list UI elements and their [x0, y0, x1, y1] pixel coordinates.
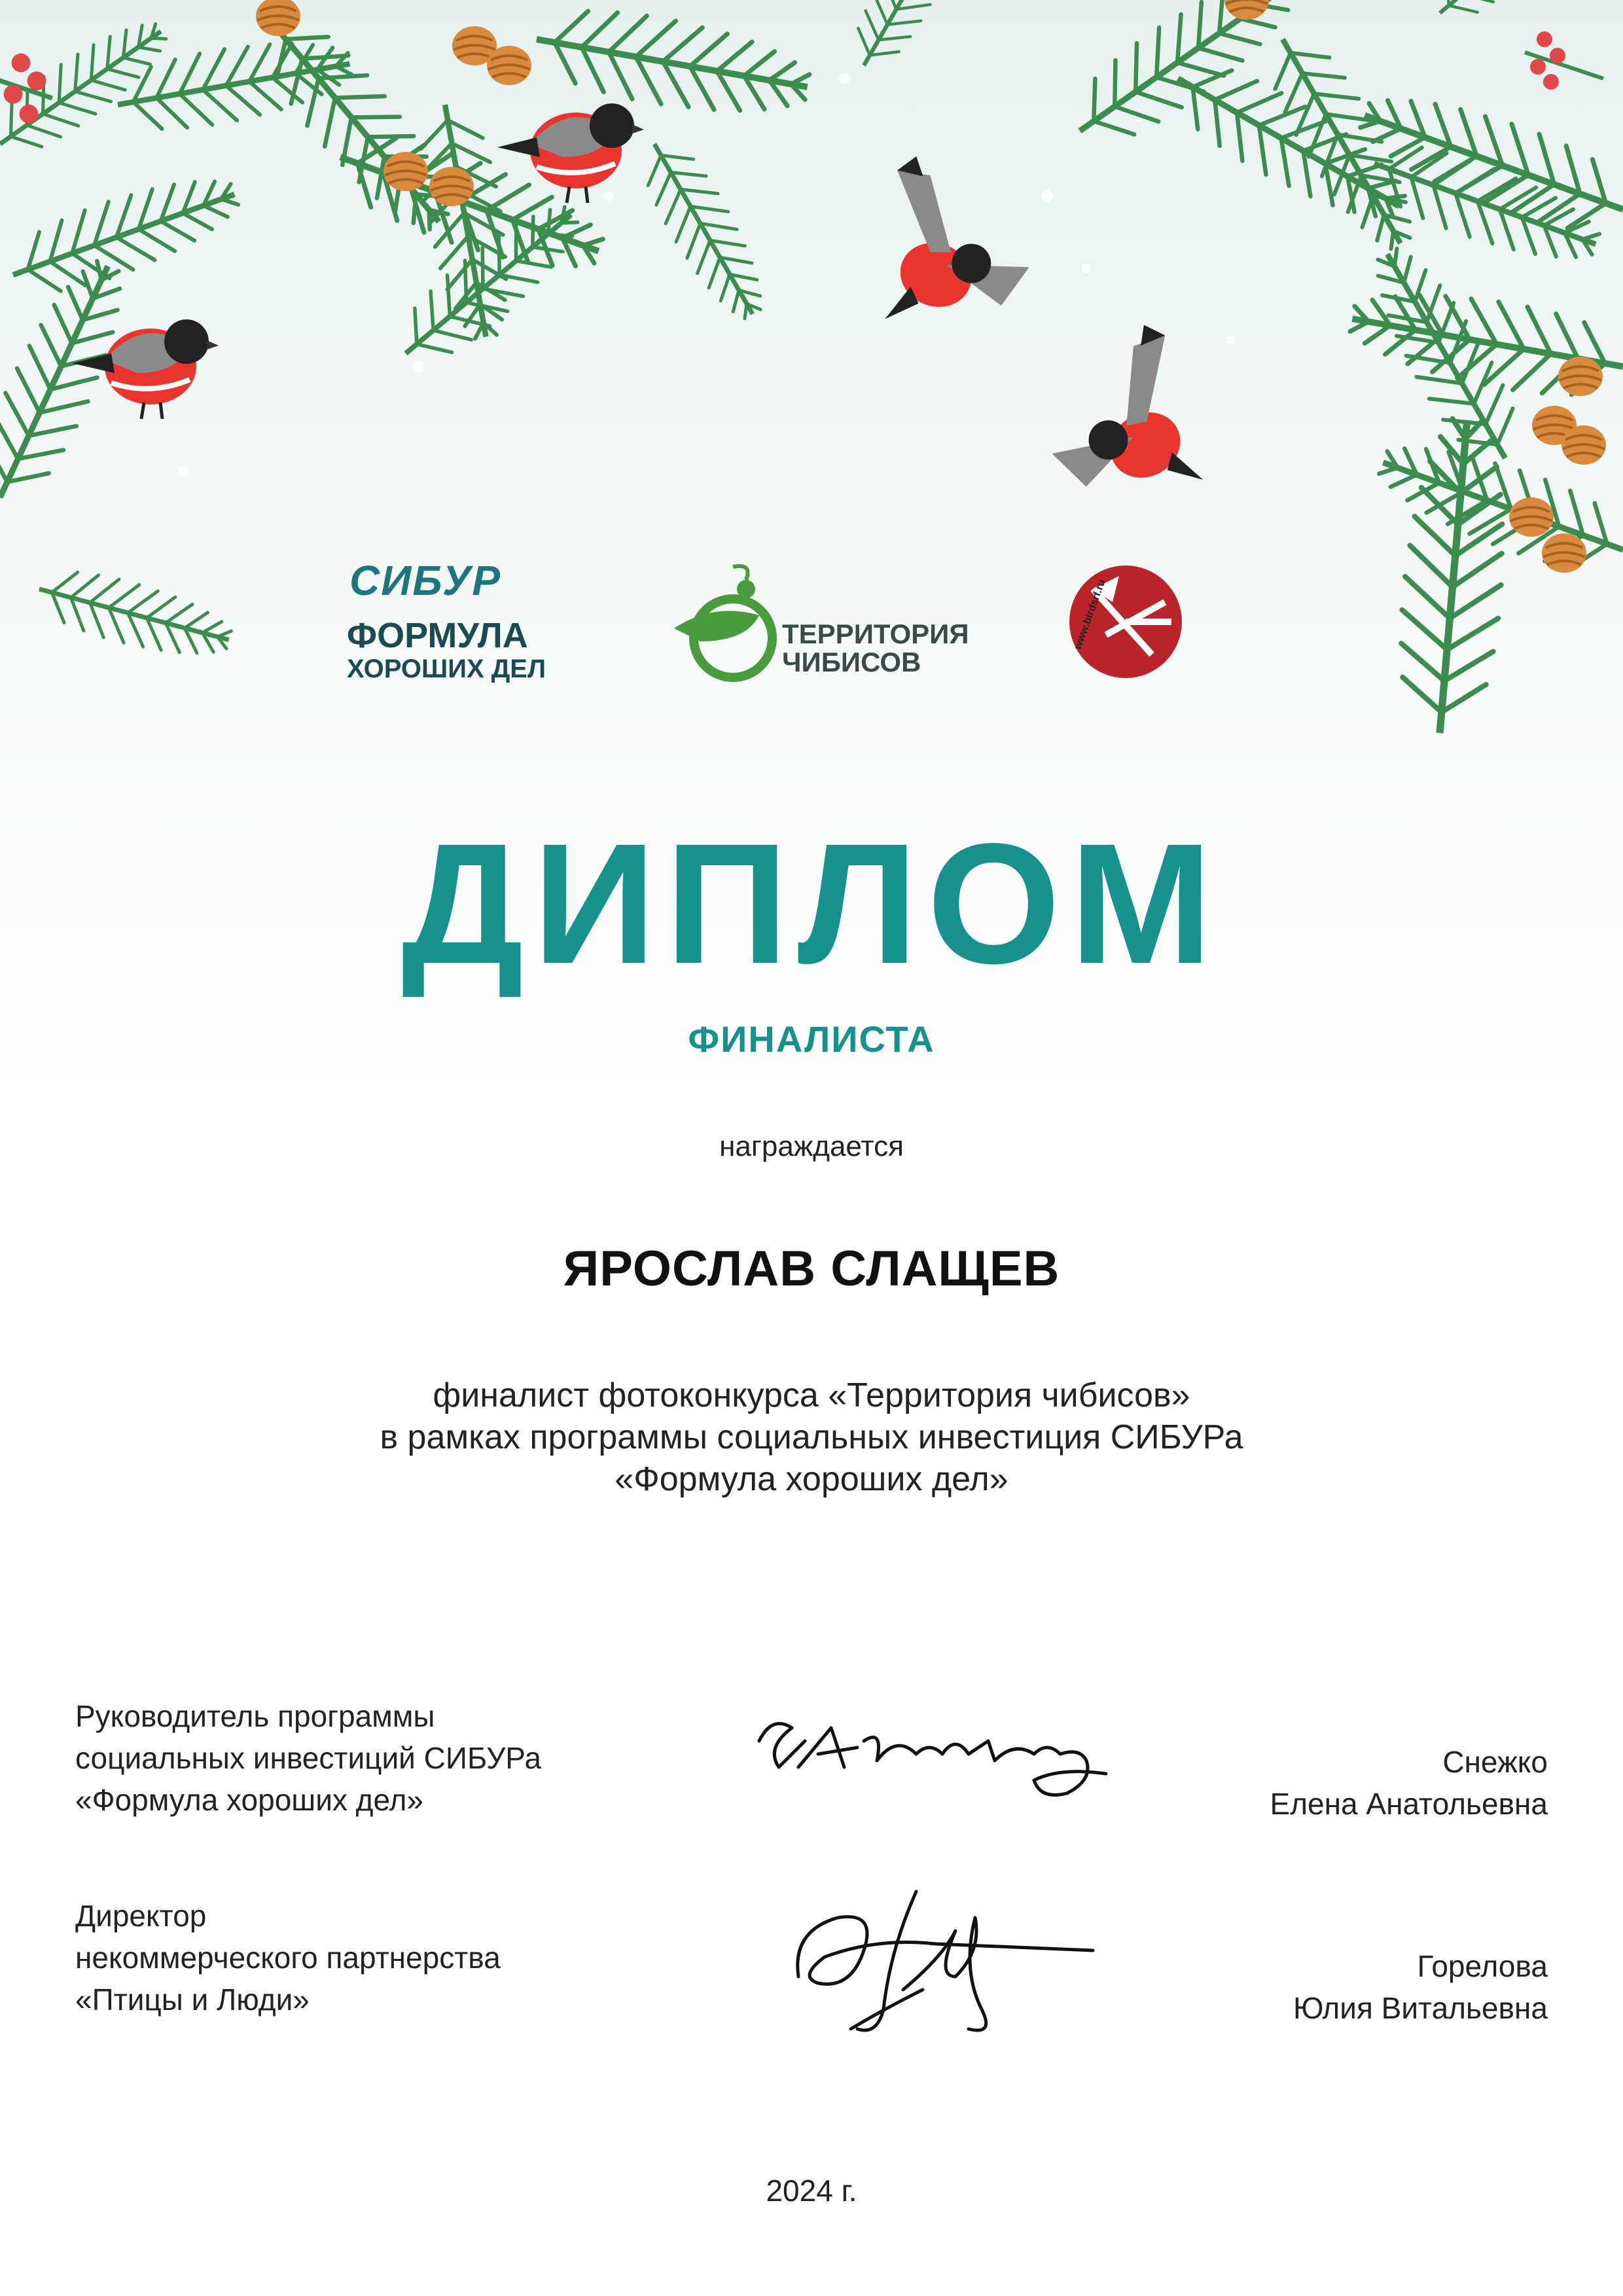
sibur-logo — [347, 556, 569, 694]
signatory-1-position — [75, 1695, 541, 1821]
sibur-brand: СИБУР — [349, 557, 501, 604]
lapwing-logo-line1: ТЕРРИТОРИЯ — [782, 619, 969, 649]
name-line: Елена Анатольевна — [1270, 1787, 1548, 1821]
sibur-program-line1: ФОРМУЛА — [347, 616, 528, 655]
signatory-2-name — [1293, 1945, 1548, 2029]
sibur-program-line2: ХОРОШИХ ДЕЛ — [347, 655, 546, 683]
lapwing-logo-line2: ЧИБИСОВ — [782, 647, 921, 677]
birds-and-people-logo — [1067, 563, 1185, 681]
position-line: «Птицы и Люди» — [75, 1982, 310, 2017]
name-line: Снежко — [1442, 1745, 1548, 1779]
position-line: Директор — [75, 1899, 207, 1933]
signature-1 — [753, 1702, 1145, 1820]
diploma-title: ДИПЛОМ — [401, 808, 1222, 999]
name-line: Юлия Витальевна — [1293, 1991, 1548, 2025]
recipient-name: ЯРОСЛАВ СЛАЩЕВ — [563, 1241, 1060, 1297]
lapwing-territory-logo — [661, 556, 988, 694]
award-description — [0, 1374, 1623, 1500]
awarded-label: награждается — [719, 1130, 904, 1162]
birds-logo-url: www.birdsrf.ru — [1072, 578, 1108, 651]
diploma-subtitle: ФИНАЛИСТА — [688, 1018, 935, 1060]
signatory-2-position — [75, 1895, 501, 2020]
signatory-1-name — [1270, 1741, 1548, 1825]
description-line: финалист фотоконкурса «Территория чибисов» — [433, 1376, 1190, 1414]
position-line: «Формула хороших дел» — [75, 1783, 423, 1817]
position-line: Руководитель программы — [75, 1699, 435, 1733]
name-line: Горелова — [1417, 1949, 1548, 1983]
lapwing-icon — [661, 563, 785, 694]
signature-2 — [785, 1878, 1099, 2042]
position-line: некоммерческого партнерства — [75, 1941, 501, 1975]
issue-year: 2024 г. — [766, 2174, 857, 2208]
position-line: социальных инвестиций СИБУРа — [75, 1741, 542, 1775]
description-line: «Формула хороших дел» — [615, 1460, 1008, 1498]
description-line: в рамках программы социальных инвестиция СИБУРа — [380, 1418, 1243, 1456]
